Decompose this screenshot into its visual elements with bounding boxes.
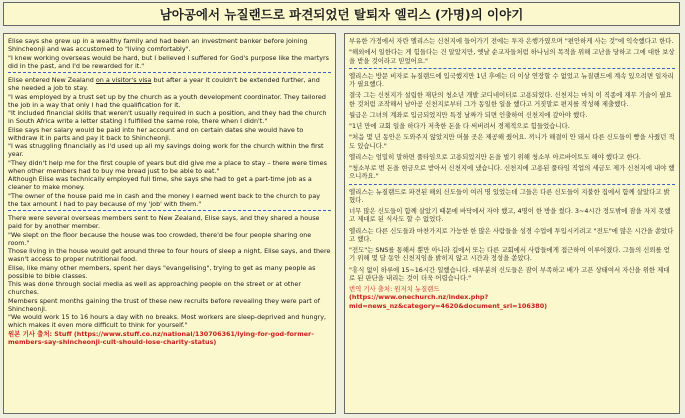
paragraph: "I was employed by a trust set up by the church as a youth development coordinator. They tailored the job in a way that only I had the qualification for it. (8, 92, 326, 109)
section-divider (349, 184, 675, 185)
original-source-link[interactable]: 원본 기사 출처: Stuff (https://www.stuff.co.nz/national/130706361/lying-for-god-former-members-say-shincheonji-cult-should-lose-charity-status) (8, 329, 314, 346)
paragraph: "We would work 15 to 16 hours a day with no breaks. Most workers are sleep-deprived and hungry, which makes it even more difficult to think for yourself." (8, 313, 327, 330)
paragraph: 월급은 그녀의 계좌로 입금되었지만 특정 날짜가 되면 인출하여 신천지에 갚아야 했다. (349, 110, 588, 119)
page-title-text: 남아공에서 뉴질랜드로 파견되었던 탈퇴자 엘리스 (가명)의 이야기 (159, 7, 524, 22)
paragraph: Those living in the house would get around three to four hours of sleep a night, Elise says, and there wasn't access to proper nutritional food. (8, 247, 331, 264)
paragraph: 엘리스는 엄밀히 말하면 풀타임으로 고용되었지만 돈을 벌기 위해 청소부 아르바이트도 해야 했다고 한다. (349, 152, 641, 161)
paragraph: "The owner of the house paid me in cash and the money I earned went back to the church to pay the tax amount I had to pay because of my 'job' with them." (8, 191, 321, 208)
section-divider (8, 210, 331, 211)
paragraph: "청소부로 번 돈을 현금으로 받아서 신천지에 냈습니다. 신천지에 고용된 풀타임 직업의 세금도 제가 신천지에 내야 했으니까요." (349, 164, 675, 181)
page-title (3, 2, 680, 26)
paragraph: Elise, like many other members, spent her days "evangelising", trying to get as many people as possible to bible classes. (8, 263, 316, 280)
paragraph: "전도"는 SNS를 통해서 뿐만 아니라 길에서 또는 다른 교회에서 사람들에게 접근하여 이루어졌다. 그들의 신뢰를 얻기 위해 몇 달 동안 신천지임을 밝히지 않고 시간과 정성을 쏟았다. (349, 246, 670, 263)
paragraph: "처음 몇 년 동안은 도와주지 않았지만 머물 곳은 제공해 줬어요. 끼니가 해결이 안 돼서 다른 신도들이 빵을 사줬던 적도 있습니다." (349, 133, 675, 150)
paragraph: "They didn't help me for the first couple of years but did give me a place to stay – there were times when other members had to buy me bread just to be able to eat." (8, 158, 327, 175)
paragraph: There were several overseas members sent to New Zealand, Elise says, and they shared a house paid for by another member. (8, 214, 320, 231)
paragraph: 부유한 가정에서 자란 엘리스는 신천지에 들어가기 전에는 투자 은행가였으며 "편안하게 사는 것"에 익숙했다고 한다. (349, 37, 674, 45)
paragraph: This was done through social media as well as approaching people on the street or at other churches. (8, 280, 301, 297)
paragraph: 엘리스는 뉴질랜드로 파견된 해외 신도들이 여러 명 있었는데 그들은 다른 신도들이 지불한 집에서 함께 살았다고 밝혔다. (349, 187, 670, 204)
paragraph: 엘리스는 방문 비자로 뉴질랜드에 입국했지만 1년 후에는 더 이상 연장할 수 없었고 뉴질랜드에 계속 있으려면 일자리가 필요했다. (349, 71, 674, 88)
paragraph: "1년 만에 교회 일을 하다가 저축한 돈을 다 써버려서 경제적으로 힘들었습니다. (349, 122, 570, 130)
paragraph: Although Elise was technically employed full time, she says she had to get a part-time job as a cleaner to make money. (8, 175, 312, 192)
translation-source-label: 번역 기사 출처: 원저치 뉴질랜드 (349, 285, 440, 293)
paragraph: 너무 많은 신도들이 함께 살았기 때문에 바닥에서 자야 했고, 4명이 한 방을 썼다. 3~4시간 정도밖에 잠을 자지 못했고 제대로 된 식사도 할 수 없었다. (349, 207, 671, 224)
paragraph: "It included financial skills that weren't usually required in such a position, and they had the church in South Africa write a letter stating I fulfilled the same role, there when I didn't." (8, 109, 327, 126)
translation-source (349, 285, 675, 310)
left-block-2 (8, 76, 331, 208)
paragraph: "해외에서 일한다는 게 힘들다는 건 알았지만, 옛날 순교자들처럼 하나님의 목적을 위해 고난을 당하고 그에 대한 보상을 받을 것이라고 믿었어요." (349, 48, 675, 65)
paragraph: 결국 그는 신천지가 설립한 재단의 청소년 개발 코디네이터로 고용되었다. 신천지는 마치 이 직종에 재무 기술이 필요한 것처럼 조작해서 남아공 신천지로부터 그가 동일한 일을 했다고 거짓말로 편지를 작성해 제출했다. (349, 91, 672, 108)
paragraph: "We slept on the floor because the house was too crowded, there'd be four people sharing one room." (8, 230, 312, 247)
visitor-visa-link[interactable]: on a visitor's visa (95, 76, 152, 84)
left-block-1 (8, 37, 331, 70)
paragraph: Elise says she grew up in a wealthy family and had been an investment banker before joining Shincheonji and was accustomed to "living comfortably". (8, 37, 308, 54)
paragraph: Members spent months gaining the trust of these new recruits before revealing they were part of Shincheonji. (8, 296, 320, 313)
translation-source-link[interactable]: (https://www.onechurch.nz/index.php?mid=news_nz&category=4620&document_srl=106380) (349, 293, 548, 310)
paragraph: "I was struggling financially as I'd used up all my savings doing work for the church within the first year. (8, 142, 324, 159)
paragraph (8, 76, 331, 93)
paragraph: 엘리스는 다른 신도들과 마찬가지로 가능한 한 많은 사람들을 성경 수업에 투입시키려고 "전도"에 많은 시간을 쏟았다고 했다. (349, 226, 674, 243)
korean-article-panel (344, 33, 680, 414)
section-divider (8, 72, 331, 73)
left-block-3 (8, 214, 331, 346)
right-block-1 (349, 37, 675, 65)
right-block-2 (349, 72, 675, 181)
paragraph: Elise says her salary would be paid into her account and on certain dates she would have to withdraw it in parts and pay it back to Shincheonji. (8, 125, 304, 142)
paragraph-text: Elise entered New Zealand (8, 76, 96, 84)
paragraph: "I knew working overseas would be hard, but I believed I suffered for God's purpose like the martyrs did in the past, and I'd be rewarded for it." (8, 53, 329, 70)
paragraph: "휴식 없이 하루에 15~16시간 일했습니다. 대부분의 신도들은 잠이 부족하고 배가 고픈 상태여서 자신을 위한 제대로 된 판단을 내리는 것이 더욱 어렵습니다." (349, 265, 670, 282)
right-block-3 (349, 188, 675, 310)
paragraph-text: but after a year it couldn't be extended further, and she needed a job to stay. (8, 76, 320, 93)
section-divider (349, 68, 675, 69)
english-article-panel (3, 33, 336, 414)
